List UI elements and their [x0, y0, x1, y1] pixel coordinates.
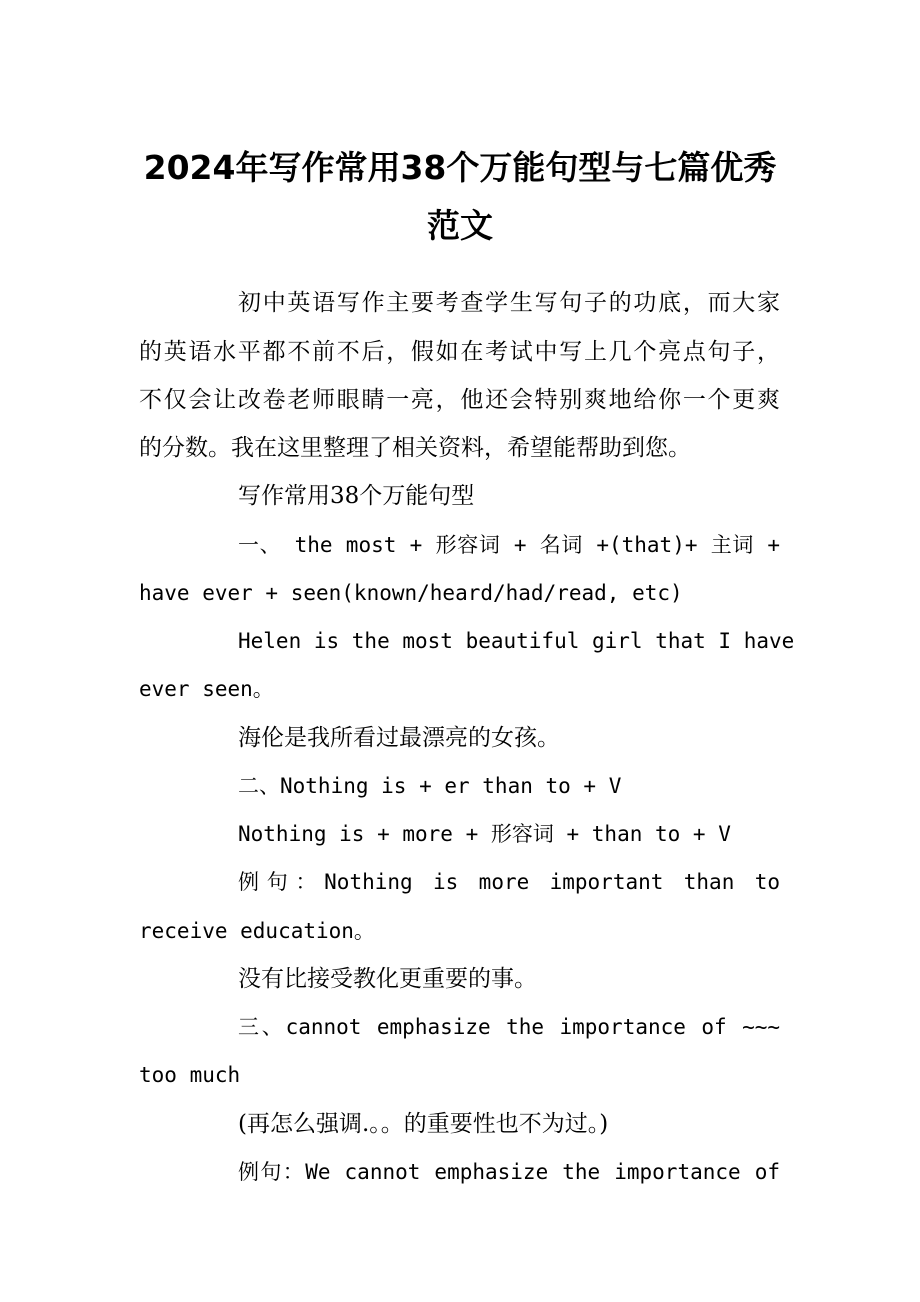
pattern-3-line-2: too much [139, 1063, 241, 1087]
pattern-3-example-line-1: 例句：We cannot emphasize the importance of [238, 1160, 780, 1184]
pattern-2-example-line-1: 例句：Nothing is more important than to [238, 870, 780, 894]
pattern-1-translation: 海伦是我所看过最漂亮的女孩。 [238, 725, 560, 751]
pattern-2-line-2: Nothing is + more + 形容词 + than to + V [238, 822, 731, 846]
pattern-2-line-1: 二、Nothing is + er than to + V [238, 774, 622, 798]
pattern-2-translation: 没有比接受教化更重要的事。 [238, 966, 537, 992]
document-title-line-2: 范文 [427, 206, 493, 245]
pattern-1-example-line-2: ever seen。 [139, 677, 274, 701]
intro-line-4: 的分数。我在这里整理了相关资料，希望能帮助到您。 [139, 435, 691, 461]
pattern-1-line-1: 一、 the most + 形容词 + 名词 +(that)+ 主词 + [238, 533, 780, 557]
intro-line-1: 初中英语写作主要考查学生写句子的功底，而大家 [238, 290, 780, 316]
document-title-line-1: 2024年写作常用38个万能句型与七篇优秀 [143, 148, 777, 187]
intro-line-3: 不仅会让改卷老师眼睛一亮，他还会特别爽地给你一个更爽 [139, 387, 780, 413]
pattern-3-translation: (再怎么强调.。。的重要性也不为过。) [238, 1111, 609, 1137]
pattern-3-line-1: 三、cannot emphasize the importance of ~~~ [238, 1015, 780, 1039]
intro-line-2: 的英语水平都不前不后，假如在考试中写上几个亮点句子， [139, 339, 780, 365]
section-heading: 写作常用38个万能句型 [238, 483, 475, 509]
pattern-2-example-line-2: receive education。 [139, 919, 375, 943]
pattern-1-example-line-1: Helen is the most beautiful girl that I have [238, 629, 795, 653]
pattern-1-line-2: have ever + seen(known/heard/had/read, etc) [139, 581, 683, 605]
